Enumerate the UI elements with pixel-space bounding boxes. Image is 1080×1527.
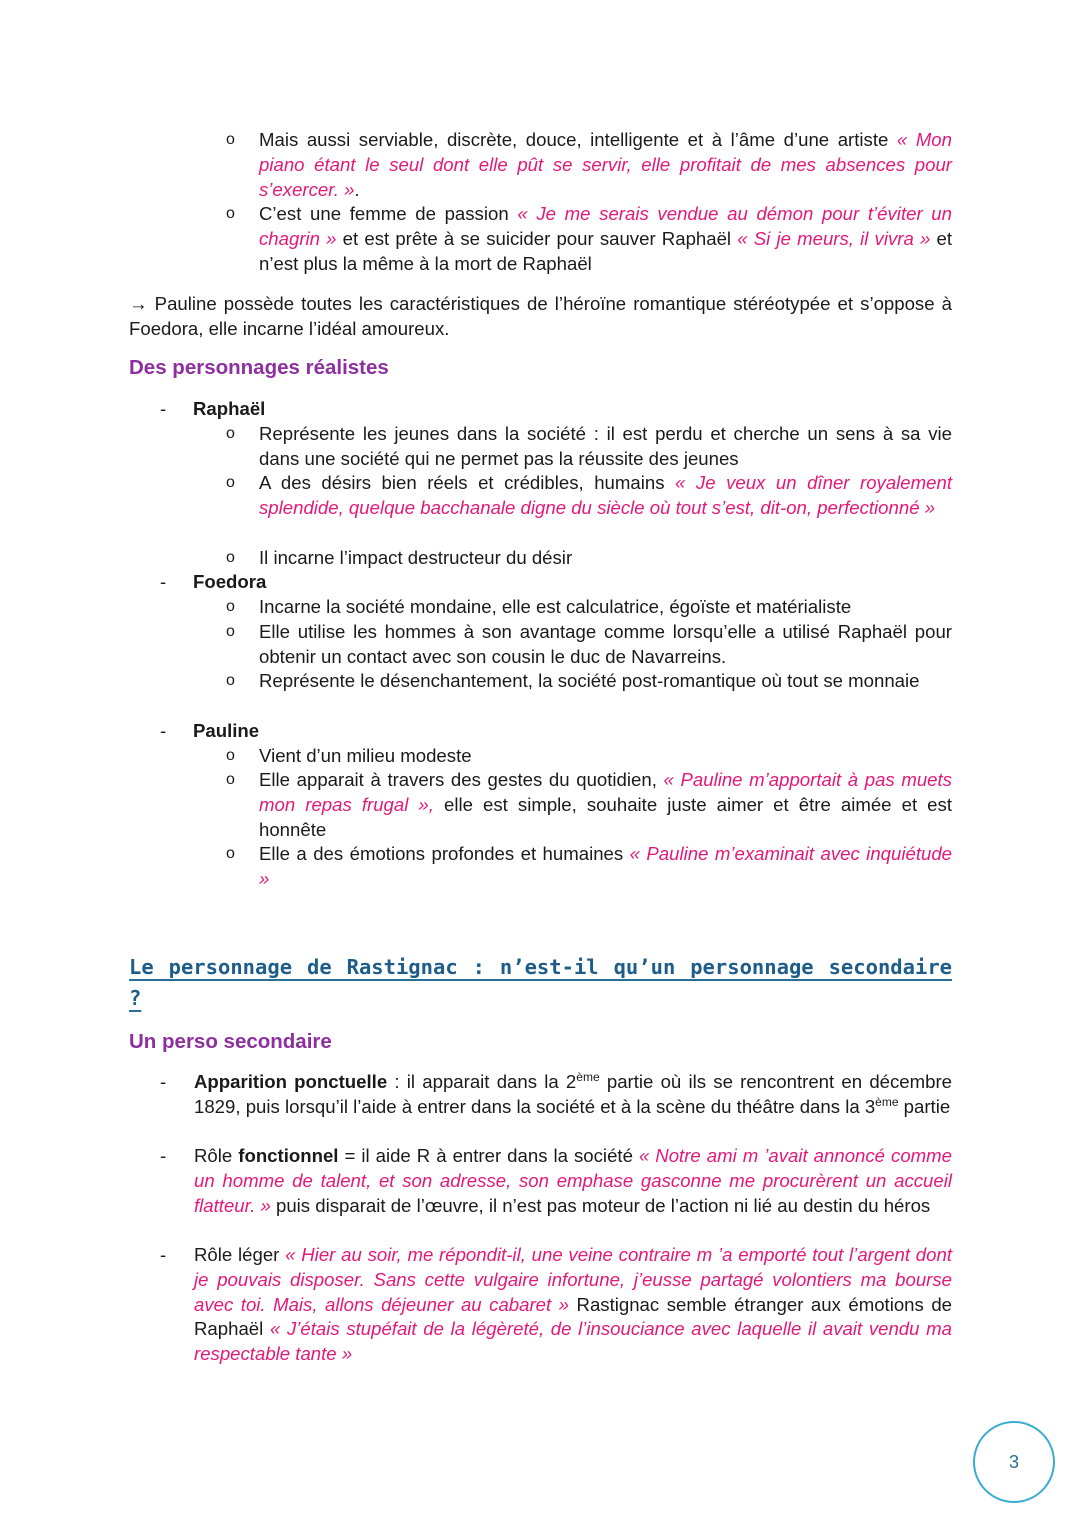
quote: « Je veux un dîner royalement splendide, quelque bacchanale digne du siècle où tout s’est, dit-on, perfectionné »	[259, 472, 952, 518]
text: : il apparait dans la 2	[387, 1071, 577, 1092]
section-heading-rastignac: Le personnage de Rastignac : n’est-il qu’un personnage secondaire ?	[129, 955, 952, 1010]
character-name-pauline: Pauline	[193, 720, 260, 741]
quote: « Pauline m’examinait avec inquiétude »	[259, 843, 953, 889]
text: et n’est plus la même à la mort de Raphaël	[259, 227, 952, 274]
circle-bullet-icon: o	[226, 549, 235, 566]
dash-bullet-icon: -	[160, 398, 167, 419]
circle-bullet-icon: o	[226, 623, 235, 640]
list-item: Représente le désenchantement, la société post-romantique où tout se monnaie	[259, 670, 920, 691]
dash-bullet-icon: -	[160, 1244, 167, 1265]
text: Rastignac semble étranger aux émotions de Raphaël	[194, 1293, 953, 1340]
text: puis disparait de l’œuvre, il n’est pas moteur de l’action ni lié au destin du héros	[270, 1194, 931, 1216]
dash-bullet-icon: -	[160, 571, 167, 592]
quote: « Pauline m’apportait à pas muets mon repas frugal »,	[259, 769, 952, 815]
list-item: Représente les jeunes dans la société : il est perdu et cherche un sens à sa vie dans une société qui ne permet pas la réussite des jeunes	[259, 423, 952, 469]
bold-text: Apparition ponctuelle	[194, 1071, 388, 1092]
circle-bullet-icon: o	[226, 474, 235, 491]
text: partie où ils se rencontrent en décembre 1829, puis lorsqu’il l’aide à entrer dans la société et à la scène du théâtre dans la 3	[194, 1071, 953, 1117]
text: elle est simple, souhaite juste aimer et être aimée et est honnête	[259, 793, 952, 840]
circle-bullet-icon: o	[226, 131, 235, 148]
page-number: 3	[1008, 1451, 1019, 1472]
list-item	[259, 768, 952, 842]
circle-bullet-icon: o	[226, 205, 235, 222]
quote: « Notre ami m ’avait annoncé comme un homme de talent, et son adresse, son emphase gasconne me procurèrent un accueil flatteur. »	[194, 1145, 952, 1216]
dash-bullet-icon: -	[160, 1145, 167, 1166]
bullet-pauline-passion	[259, 202, 952, 276]
superscript: ème	[576, 1069, 600, 1084]
dash-bullet-icon: -	[160, 1071, 167, 1092]
quote: « Hier au soir, me répondit-il, une veine contraire m ’a emporté tout l’argent dont je pouvais disposer. Sans cette vulgaire infortune, j’eusse partagé volontiers ma bourse avec toi. Mais, allons déjeuner au cabaret »	[194, 1244, 952, 1315]
list-item	[194, 1144, 952, 1218]
circle-bullet-icon: o	[226, 771, 235, 788]
quote: « Mon piano étant le seul dont elle pût se servir, elle profitait de mes absences pour s’exercer. »	[259, 129, 952, 200]
subheading-realistes: Des personnages réalistes	[129, 356, 389, 379]
dash-bullet-icon: -	[160, 720, 167, 741]
circle-bullet-icon: o	[226, 672, 235, 689]
subheading-secondaire: Un perso secondaire	[129, 1030, 332, 1053]
list-item: Incarne la société mondaine, elle est calculatrice, égoïste et matérialiste	[259, 596, 852, 617]
list-item: Vient d’un milieu modeste	[259, 745, 472, 766]
list-item: Elle utilise les hommes à son avantage comme lorsqu’elle a utilisé Raphaël pour obtenir un contact avec son cousin le duc de Navarreins.	[259, 621, 952, 667]
text: Rôle	[194, 1145, 239, 1166]
quote: « Si je meurs, il vivra »	[737, 227, 931, 249]
conclusion-paragraph: → Pauline possède toutes les caractéristiques de l’héroïne romantique stéréotypée et s’oppose à Foedora, elle incarne l’idéal amoureux.	[129, 293, 952, 339]
circle-bullet-icon: o	[226, 747, 235, 764]
text: Rôle léger	[194, 1244, 286, 1265]
text: .	[354, 178, 360, 200]
text: partie	[898, 1095, 951, 1117]
text: = il aide R à entrer dans la société	[338, 1145, 639, 1166]
list-item	[259, 842, 952, 892]
text: Elle a des émotions profondes et humaines	[259, 843, 630, 864]
text: Elle apparait à travers des gestes du quotidien,	[259, 769, 664, 790]
text: et est prête à se suicider pour sauver Raphaël	[336, 227, 738, 249]
quote: « J’étais stupéfait de la légèreté, de l’insouciance avec laquelle il avait vendu ma respectable tante »	[194, 1318, 952, 1365]
quote: « Je me serais vendue au démon pour t’éviter un chagrin »	[259, 203, 952, 249]
bold-text: fonctionnel	[238, 1145, 339, 1166]
character-name-foedora: Foedora	[193, 571, 267, 592]
circle-bullet-icon: o	[226, 845, 235, 862]
page-number-badge	[973, 1421, 1055, 1503]
circle-bullet-icon: o	[226, 425, 235, 442]
bullet-pauline-qualities	[259, 128, 952, 202]
list-item	[194, 1243, 952, 1367]
list-item: Il incarne l’impact destructeur du désir	[259, 547, 573, 568]
text: C’est une femme de passion	[259, 203, 518, 224]
list-item	[259, 471, 952, 521]
superscript: ème	[875, 1094, 899, 1109]
text: Mais aussi serviable, discrète, douce, intelligente et à l’âme d’une artiste	[259, 129, 897, 150]
list-item	[194, 1070, 952, 1120]
character-name-raphael: Raphaël	[193, 398, 266, 419]
circle-bullet-icon: o	[226, 598, 235, 615]
text: A des désirs bien réels et crédibles, humains	[259, 472, 676, 493]
